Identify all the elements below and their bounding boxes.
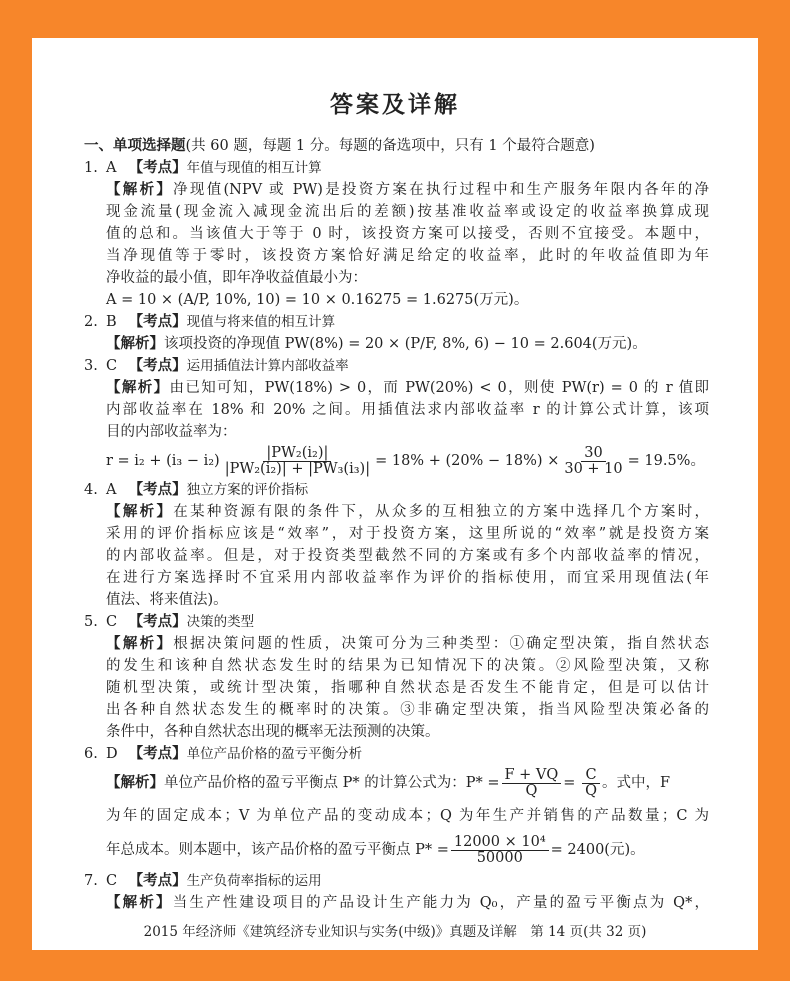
document-page [32, 38, 758, 950]
fraction [451, 835, 549, 866]
text-span: 6. [84, 746, 98, 762]
item-5-line: 条件中，各种自然状态出现的概率无法预测的决策。 [106, 724, 440, 740]
text-span: = [563, 775, 581, 791]
text-span: D [106, 746, 118, 762]
text-span: 3. [84, 358, 98, 374]
text-span: 【解析】 [106, 336, 164, 352]
item-4-line [84, 501, 709, 523]
text-span: 由已知可知，PW(18%) > 0，而 PW(20%) < 0，则使 PW(r) = 0 的 r 值即 [169, 380, 709, 396]
item-1-line: 现金流量(现金流入减现金流出后的差额)按基准收益率或设定的收益率换算成现 [106, 204, 709, 220]
item-1-line: 值的总和。当该值大于等于 0 时，该投资方案可以接受，否则不宜接受。本题中， [106, 226, 709, 242]
text-span: 当生产性建设项目的产品设计生产能力为 Q₀，产量的盈亏平衡点为 Q*， [172, 895, 709, 911]
text-span: C [106, 614, 118, 630]
text-span: |PW₂(i₂)| [263, 446, 331, 462]
text-span: 【解析】 [106, 775, 164, 791]
text-span: Q [585, 782, 597, 799]
text-span: 【考点】 [128, 314, 187, 330]
item-6-line [84, 765, 709, 801]
item-4-line: 值法、将来值法)。 [106, 592, 228, 608]
text-span: 50000 [476, 849, 523, 866]
text-span: 【解析】 [106, 182, 174, 198]
item-6-header [84, 743, 709, 765]
item-1-line: 当净现值等于零时，该投资方案恰好满足给定的收益率，此时的年收益值即为年 [106, 248, 709, 264]
text-span: 独立方案的评价指标 [186, 482, 309, 498]
text-span: 运用插值法计算内部收益率 [186, 358, 349, 374]
text-span: 【考点】 [128, 873, 187, 889]
item-7-line [84, 892, 709, 914]
text-span: (共 60 题，每题 1 分。每题的备选项中，只有 1 个最符合题意) [185, 138, 595, 154]
item-4-header [84, 479, 709, 501]
item-2-header [84, 311, 709, 333]
text-span: 4. [84, 482, 98, 498]
item-5-line: 随机型决策，或统计型决策，指哪种自然状态是否发生不能肯定，但是可以估计 [106, 680, 709, 696]
text-span: 12000 × 10⁴ [451, 835, 549, 851]
text-span: 单位产品价格的盈亏平衡点 P* 的计算公式为：P* = [164, 775, 500, 791]
text-span: 【解析】 [106, 380, 170, 396]
text-span: 年值与现值的相互计算 [186, 160, 322, 176]
text-span: 5. [84, 614, 98, 630]
item-4-line: 在进行方案选择时不宜采用内部收益率作为评价的指标使用，而宜采用现值法(年 [106, 570, 709, 586]
item-5-line [84, 633, 709, 655]
text-span: A [106, 160, 117, 176]
item-3-line: 内部收益率在 18% 和 20% 之间。用插值法求内部收益率 r 的计算公式计算，该项 [106, 402, 709, 418]
text-span: 【考点】 [128, 482, 187, 498]
text-span: 该项投资的净现值 PW(8%) = 20 × (P/F, 8%, 6) − 10 = 2.604(万元)。 [164, 336, 647, 352]
text-span: 【解析】 [106, 504, 174, 520]
text-span: 30 + 10 [564, 460, 623, 477]
text-span: 【解析】 [106, 895, 173, 911]
item-1-line [84, 179, 709, 201]
fraction [222, 446, 373, 477]
fraction [502, 768, 562, 799]
item-5-line: 的发生和该种自然状态发生时的结果为已知情况下的决策。②风险型决策，又称 [106, 658, 709, 674]
item-7-header [84, 870, 709, 892]
item-3-line: 目的内部收益率为： [106, 424, 237, 440]
text-span: Q [525, 782, 538, 799]
text-span: B [106, 314, 117, 330]
item-1-formula: A = 10 × (A/P, 10%, 10) = 10 × 0.16275 = 1.6275(万元)。 [106, 292, 529, 308]
text-span: A [106, 482, 117, 498]
item-3-formula [84, 443, 709, 479]
item-4-line: 的内部收益率。但是，对于投资类型截然不同的方案或有多个内部收益率的情况， [106, 548, 709, 564]
text-span: 根据决策问题的性质，决策可分为三种类型：①确定型决策，指自然状态 [173, 636, 709, 652]
fraction [561, 446, 625, 477]
text-span: |PW₂(i₂)| + |PW₃(i₃)| [224, 460, 371, 477]
text-span: 【考点】 [128, 358, 187, 374]
item-5-header [84, 611, 709, 633]
answer-content [84, 135, 709, 914]
text-span: 生产负荷率指标的运用 [186, 873, 322, 889]
page-footer: 2015 年经济师《建筑经济专业知识与实务(中级)》真题及详解 第 14 页(共 32 页) [143, 924, 647, 940]
text-span: 。式中，F [601, 775, 671, 791]
text-span: = 2400(元)。 [550, 842, 645, 858]
item-1-header [84, 157, 709, 179]
item-2-line [84, 333, 709, 355]
text-span: 年总成本。则本题中，该产品价格的盈亏平衡点 P* = [106, 842, 449, 858]
item-4-line: 采用的评价指标应该是“效率”，对于投资方案，这里所说的“效率”就是投资方案 [106, 526, 709, 542]
text-span: F + VQ [502, 768, 562, 784]
text-span: = 18% + (20% − 18%) × [375, 453, 560, 469]
text-span: r = i₂ + (i₃ − i₂) [106, 453, 220, 469]
text-span: 【考点】 [128, 746, 187, 762]
section-heading: 一、单项选择题(共 60 题，每题 1 分。每题的备选项中，只有 1 个最符合题意) [84, 138, 595, 154]
text-span: 在某种资源有限的条件下，从众多的互相独立的方案中选择几个方案时， [173, 504, 709, 520]
text-span: 现值与将来值的相互计算 [186, 314, 336, 330]
text-span: 决策的类型 [186, 614, 255, 630]
text-span: C [106, 873, 118, 889]
text-span: = 19.5%。 [627, 453, 705, 469]
item-1-line: 净收益的最小值，即年净收益值最小为： [106, 270, 367, 286]
text-span: 单位产品价格的盈亏平衡分析 [186, 746, 363, 762]
text-span: 【解析】 [106, 636, 174, 652]
text-span: 净现值(NPV 或 PW)是投资方案在执行过程中和生产服务年限内各年的净 [173, 182, 709, 198]
text-span: C [106, 358, 118, 374]
text-span: 1. [84, 160, 98, 176]
text-span: 30 [581, 446, 605, 462]
item-3-line [84, 377, 709, 399]
item-5-line: 出各种自然状态发生的概率时的决策。③非确定型决策，指当风险型决策必备的 [106, 702, 709, 718]
text-span: 7. [84, 873, 98, 889]
item-3-header [84, 355, 709, 377]
text-span: 【考点】 [128, 614, 187, 630]
fraction [582, 768, 600, 799]
page-title: 答案及详解 [330, 92, 460, 118]
text-span: 2. [84, 314, 98, 330]
text-span: 【考点】 [128, 160, 187, 176]
item-6-line: 为年的固定成本；V 为单位产品的变动成本；Q 为年生产并销售的产品数量；C 为 [106, 808, 709, 824]
text-span: C [582, 768, 599, 784]
item-6-line [84, 832, 709, 868]
